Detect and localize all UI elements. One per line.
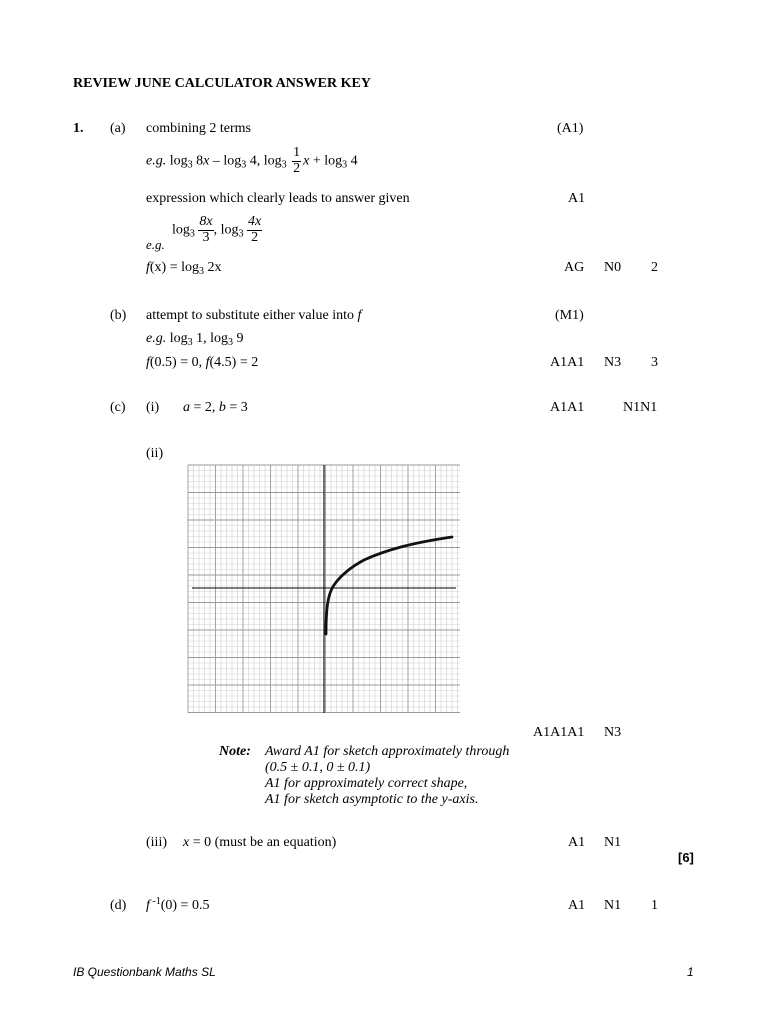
log-base: 3 (241, 159, 247, 171)
part-d-label: (d) (110, 898, 127, 913)
part-c-label: (c) (110, 400, 126, 415)
part-a-mark2: A1 (568, 191, 586, 206)
fraction (198, 215, 213, 245)
log-curve (326, 537, 452, 634)
var-b: b (218, 400, 226, 415)
part-a-ans-n: N0 (604, 260, 622, 275)
part-c-ii-n: N3 (604, 725, 622, 740)
expr-text: 1, log (192, 331, 228, 346)
var-f: f (146, 898, 150, 913)
note-line: Award A1 for sketch approximately through (265, 744, 510, 759)
log-base: 3 (189, 228, 195, 240)
part-d-answer (146, 898, 209, 914)
part-b-example (146, 331, 244, 347)
part-c-i-mark: A1A1 (550, 400, 585, 415)
var-x: x (183, 835, 190, 850)
expr-text: – log (209, 153, 242, 169)
expr-text: 4, log (246, 153, 282, 169)
var-f: f (205, 355, 210, 370)
note-line: A1 for sketch asymptotic to the y-axis. (265, 792, 479, 807)
part-c-iii-answer (183, 835, 336, 851)
part-c-ii-label: (ii) (146, 446, 164, 461)
part-a-line1: combining 2 terms (146, 121, 251, 136)
expr-text: + log (309, 153, 343, 169)
part-d-mark: A1 (568, 898, 586, 913)
log-base: 3 (199, 266, 205, 277)
fraction-denominator: 2 (293, 160, 301, 176)
part-c-i-answer (183, 400, 248, 416)
expr-text: = 0 (must be an equation) (189, 835, 337, 850)
part-b-line1 (146, 308, 361, 324)
log-base: 3 (342, 159, 348, 171)
part-d-n: N1 (604, 898, 622, 913)
fraction (247, 215, 262, 245)
var-f: f (146, 355, 150, 370)
note-line: (0.5 ± 0.1, 0 ± 0.1) (265, 760, 371, 775)
part-b-mark1: (M1) (555, 308, 584, 323)
var-x: x (203, 153, 210, 169)
part-c-i-n: N1N1 (623, 400, 658, 415)
part-a-example1 (146, 146, 358, 176)
fraction-denominator: 2 (247, 230, 262, 246)
fraction-denominator: 3 (198, 230, 213, 246)
part-c-total: [6] (678, 850, 694, 865)
log-text: log (172, 222, 190, 238)
part-b-label: (b) (110, 308, 127, 323)
part-b-ans-n: N3 (604, 355, 622, 370)
question-number: 1. (73, 121, 84, 136)
log-base: 3 (281, 159, 287, 171)
var-a: a (183, 400, 190, 415)
part-a-label: (a) (110, 121, 126, 136)
fraction (292, 146, 301, 176)
part-b-ans-mark: A1A1 (550, 355, 585, 370)
part-c-iii-n: N1 (604, 835, 622, 850)
note-label: Note: (219, 744, 251, 759)
var-f: f (357, 308, 362, 323)
log-text: log (169, 153, 188, 169)
part-a-line2: expression which clearly leads to answer given (146, 191, 410, 206)
expr-text: = 3 (225, 400, 248, 415)
expr-text: = log (166, 260, 200, 275)
part-a-example2 (172, 215, 262, 245)
part-a-mark1: (A1) (557, 121, 584, 136)
var-x: x (303, 153, 310, 169)
part-a-total: 2 (651, 260, 658, 275)
expr-text: log (166, 331, 188, 346)
log-base: 3 (187, 337, 193, 348)
part-c-iii-label: (iii) (146, 835, 167, 850)
footer-source: IB Questionbank Maths SL (73, 965, 216, 979)
part-b-answer (146, 355, 258, 371)
fraction-numerator: 4x (248, 214, 262, 229)
expr-text: , log (213, 222, 239, 238)
expr-text: (0.5) = 0, (149, 355, 206, 370)
eg-text: e.g. (146, 237, 165, 252)
part-c-i-label: (i) (146, 400, 160, 415)
page-title: REVIEW JUNE CALCULATOR ANSWER KEY (73, 76, 371, 91)
part-a-answer (146, 260, 222, 276)
expr-text: 4 (347, 153, 358, 169)
log-base: 3 (238, 228, 244, 240)
var-f: f (146, 260, 150, 275)
fraction-numerator: 8x (199, 214, 213, 229)
note-line: A1 for approximately correct shape, (265, 776, 468, 791)
part-d-total: 1 (651, 898, 658, 913)
log-base: 3 (187, 159, 193, 171)
note-body (265, 744, 509, 808)
fraction-numerator: 1 (293, 145, 301, 160)
page-number: 1 (687, 965, 694, 979)
expr-text: (4.5) = 2 (209, 355, 259, 370)
part-a-ans-mark: AG (564, 260, 585, 275)
expr-text: (0) = 0.5 (160, 898, 210, 913)
expr-text: 2x (204, 260, 222, 275)
part-c-iii-mark: A1 (568, 835, 586, 850)
expr-text: = 2, (190, 400, 219, 415)
part-c-ii-mark: A1A1A1 (533, 725, 585, 740)
expr-text: (x) (149, 260, 167, 275)
log-base: 3 (228, 337, 233, 348)
eg-text: e.g. (146, 153, 167, 169)
expr-text: 8 (192, 153, 204, 169)
expr-text: attempt to substitute either value into (146, 308, 358, 323)
log-graph-sketch (186, 463, 462, 715)
inverse-superscript: -1 (149, 896, 161, 907)
eg-text: e.g. (146, 331, 167, 346)
expr-text: 9 (233, 331, 244, 346)
part-b-total: 3 (651, 355, 658, 370)
